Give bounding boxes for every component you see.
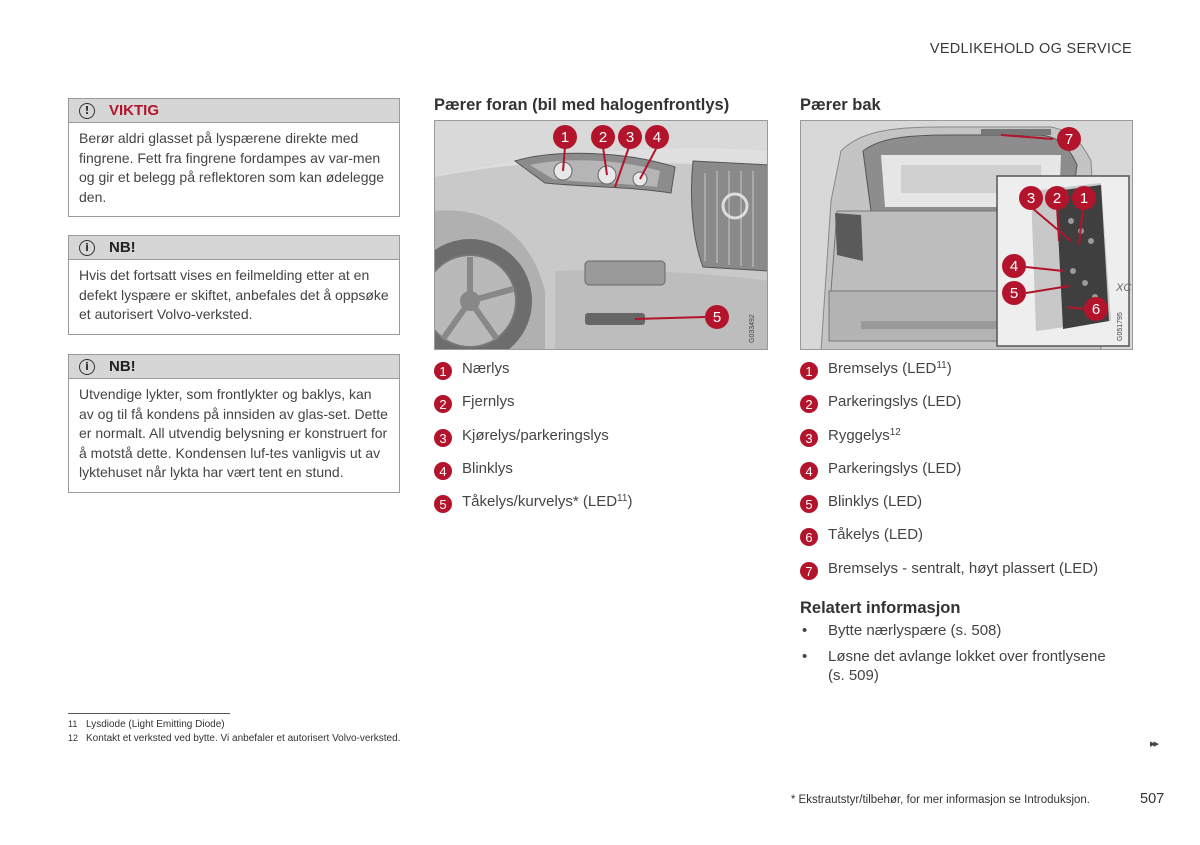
footnotes	[68, 718, 400, 745]
number-4-icon	[434, 462, 452, 480]
rear-item-label: Parkeringslys (LED)	[828, 459, 962, 477]
svg-text:5: 5	[439, 497, 447, 513]
svg-text:1: 1	[439, 364, 447, 379]
number-5-icon	[434, 495, 452, 513]
info-icon: i	[79, 240, 95, 256]
related-link[interactable]	[800, 647, 1120, 686]
svg-text:2: 2	[1052, 190, 1062, 207]
page-number: 507	[1140, 791, 1165, 807]
front-figure-code: G033492	[749, 314, 756, 343]
list-item	[800, 493, 1098, 526]
svg-text:1: 1	[805, 364, 813, 379]
next-page-icon[interactable]: ▸▸	[1150, 738, 1158, 750]
rear-bulb-list	[800, 360, 1098, 593]
rear-callout-6	[1084, 297, 1108, 321]
rear-item-label: Tåkelys (LED)	[828, 526, 924, 544]
rear-figure-code: G051795	[1117, 312, 1124, 341]
svg-text:6: 6	[805, 530, 813, 546]
svg-text:3: 3	[805, 430, 813, 446]
important-box-text: Berør aldri glasset på lyspærene direkte med fingrene. Fett fra fingrene fordampes av var-men og gir et belegg på reflektoren som kan ødelegge den.	[79, 130, 385, 205]
front-callout-4	[645, 125, 669, 149]
related-link-text[interactable]: Løsne det avlange lokket over frontlysene (s. 509)	[828, 647, 1106, 684]
related-link-text[interactable]: Bytte nærlyspære (s. 508)	[828, 622, 1002, 639]
svg-text:4: 4	[805, 463, 813, 479]
svg-text:2: 2	[439, 397, 447, 413]
rear-item-label: Bremselys - sentralt, høyt plassert (LED)	[828, 559, 1099, 577]
rear-item-label: Blinklys (LED)	[828, 493, 923, 511]
rear-item-label: Ryggelys$^{12}$	[828, 426, 901, 444]
svg-text:5: 5	[712, 309, 722, 326]
list-item	[800, 427, 1098, 460]
number-3-icon	[434, 429, 452, 447]
svg-text:4: 4	[652, 129, 662, 146]
bullet-icon: •	[802, 622, 808, 639]
svg-text:1: 1	[560, 129, 570, 146]
list-item	[800, 393, 1098, 426]
rear-item-label: Bremselys (LED$^{11}$)	[828, 360, 952, 377]
number-3-icon	[800, 429, 818, 447]
list-item	[434, 393, 632, 426]
warning-icon: !	[79, 103, 95, 119]
footnote: 12 Kontakt et verksted ved bytte. Vi anbefaler et autorisert Volvo-verksted.	[68, 732, 401, 744]
svg-text:2: 2	[598, 129, 608, 146]
accessory-note: * Ekstrautstyr/tilbehør, for mer informasjon se Introduksjon.	[790, 794, 1090, 806]
list-item	[434, 427, 632, 460]
note-box-1-title: NB!	[109, 239, 136, 256]
number-6-icon	[800, 528, 818, 546]
svg-text:3: 3	[625, 129, 635, 146]
front-item-label: Tåkelys/kurvelys* (LED$^{11}$)	[462, 493, 633, 511]
rear-callout-5	[1002, 281, 1026, 305]
rear-light-illustration	[800, 120, 1133, 350]
front-callout-2	[591, 125, 615, 149]
front-item-label: Kjørelys/parkeringslys	[462, 426, 609, 444]
note-box-2-header	[69, 355, 399, 379]
note-box-2	[68, 354, 400, 493]
footnote-divider	[68, 713, 230, 714]
number-4-icon	[800, 462, 818, 480]
note-box-1	[68, 235, 400, 335]
front-callout-1	[553, 125, 577, 149]
list-item	[800, 560, 1098, 593]
svg-text:2: 2	[805, 397, 813, 413]
rear-item-label: Parkeringslys (LED)	[828, 393, 962, 411]
list-item	[800, 360, 1098, 393]
list-item	[434, 460, 632, 493]
number-5-icon	[800, 495, 818, 513]
footnote: 11 Lysdiode (Light Emitting Diode)	[68, 719, 225, 730]
rear-bulbs-heading: Pærer bak	[800, 96, 881, 114]
svg-text:5: 5	[805, 497, 813, 513]
important-box	[68, 98, 400, 217]
section-title: VEDLIKEHOLD OG SERVICE	[929, 41, 1132, 57]
note-box-2-text: Utvendige lykter, som frontlykter og baklys, kan av og til få kondens på innsiden av glas-set. Dette er normalt. All utvendig belysning er konstruert for å motstå dette. Kondensen luf-tes vanligvis ut av lyktehuset når lykta har vært tent en stund.	[79, 386, 388, 480]
rear-callout-2	[1045, 186, 1069, 210]
front-headlight-illustration	[434, 120, 768, 350]
important-box-title: VIKTIG	[109, 102, 160, 119]
note-box-1-text: Hvis det fortsatt vises en feilmelding etter at en defekt lyspære er skiftet, anbefales det å oppsøke et autorisert Volvo-verksted.	[79, 267, 389, 322]
svg-text:3: 3	[439, 430, 447, 446]
rear-callout-7	[1057, 127, 1081, 151]
svg-text:6: 6	[1091, 301, 1101, 318]
svg-text:XC: XC	[1116, 282, 1132, 294]
rear-callout-3	[1019, 186, 1043, 210]
list-item	[434, 493, 632, 526]
number-7-icon	[800, 562, 818, 580]
front-callout-5	[705, 305, 729, 329]
front-item-label: Nærlys	[462, 360, 510, 377]
list-item	[800, 526, 1098, 559]
related-link[interactable]	[800, 621, 1120, 641]
rear-callout-1	[1072, 186, 1096, 210]
front-item-label: Fjernlys	[462, 393, 515, 411]
footnote-ref: 11	[936, 360, 947, 371]
note-box-2-title: NB!	[109, 358, 136, 375]
svg-text:4: 4	[439, 463, 447, 479]
svg-text:4: 4	[1009, 258, 1019, 275]
number-1-icon	[800, 362, 818, 380]
important-box-header	[69, 99, 399, 123]
front-callout-3	[618, 125, 642, 149]
list-item	[800, 460, 1098, 493]
related-info-heading: Relatert informasjon	[800, 599, 961, 617]
svg-text:3: 3	[1026, 190, 1036, 207]
svg-text:7: 7	[1064, 131, 1074, 148]
info-icon: i	[79, 359, 95, 375]
front-bulbs-heading: Pærer foran (bil med halogenfrontlys)	[434, 96, 730, 114]
svg-text:5: 5	[1009, 285, 1019, 302]
number-2-icon	[800, 395, 818, 413]
number-2-icon	[434, 395, 452, 413]
bullet-icon: •	[802, 647, 808, 665]
svg-text:7: 7	[805, 563, 813, 579]
rear-callout-4	[1002, 254, 1026, 278]
footnote-ref: 12	[889, 426, 901, 438]
front-bulb-list	[434, 360, 632, 526]
related-info-list	[800, 621, 1120, 692]
front-item-label: Blinklys	[462, 459, 513, 477]
note-box-1-header	[69, 236, 399, 260]
footnote-ref: 11	[617, 493, 628, 505]
list-item	[434, 360, 632, 393]
svg-text:1: 1	[1079, 190, 1089, 207]
number-1-icon	[434, 362, 452, 380]
